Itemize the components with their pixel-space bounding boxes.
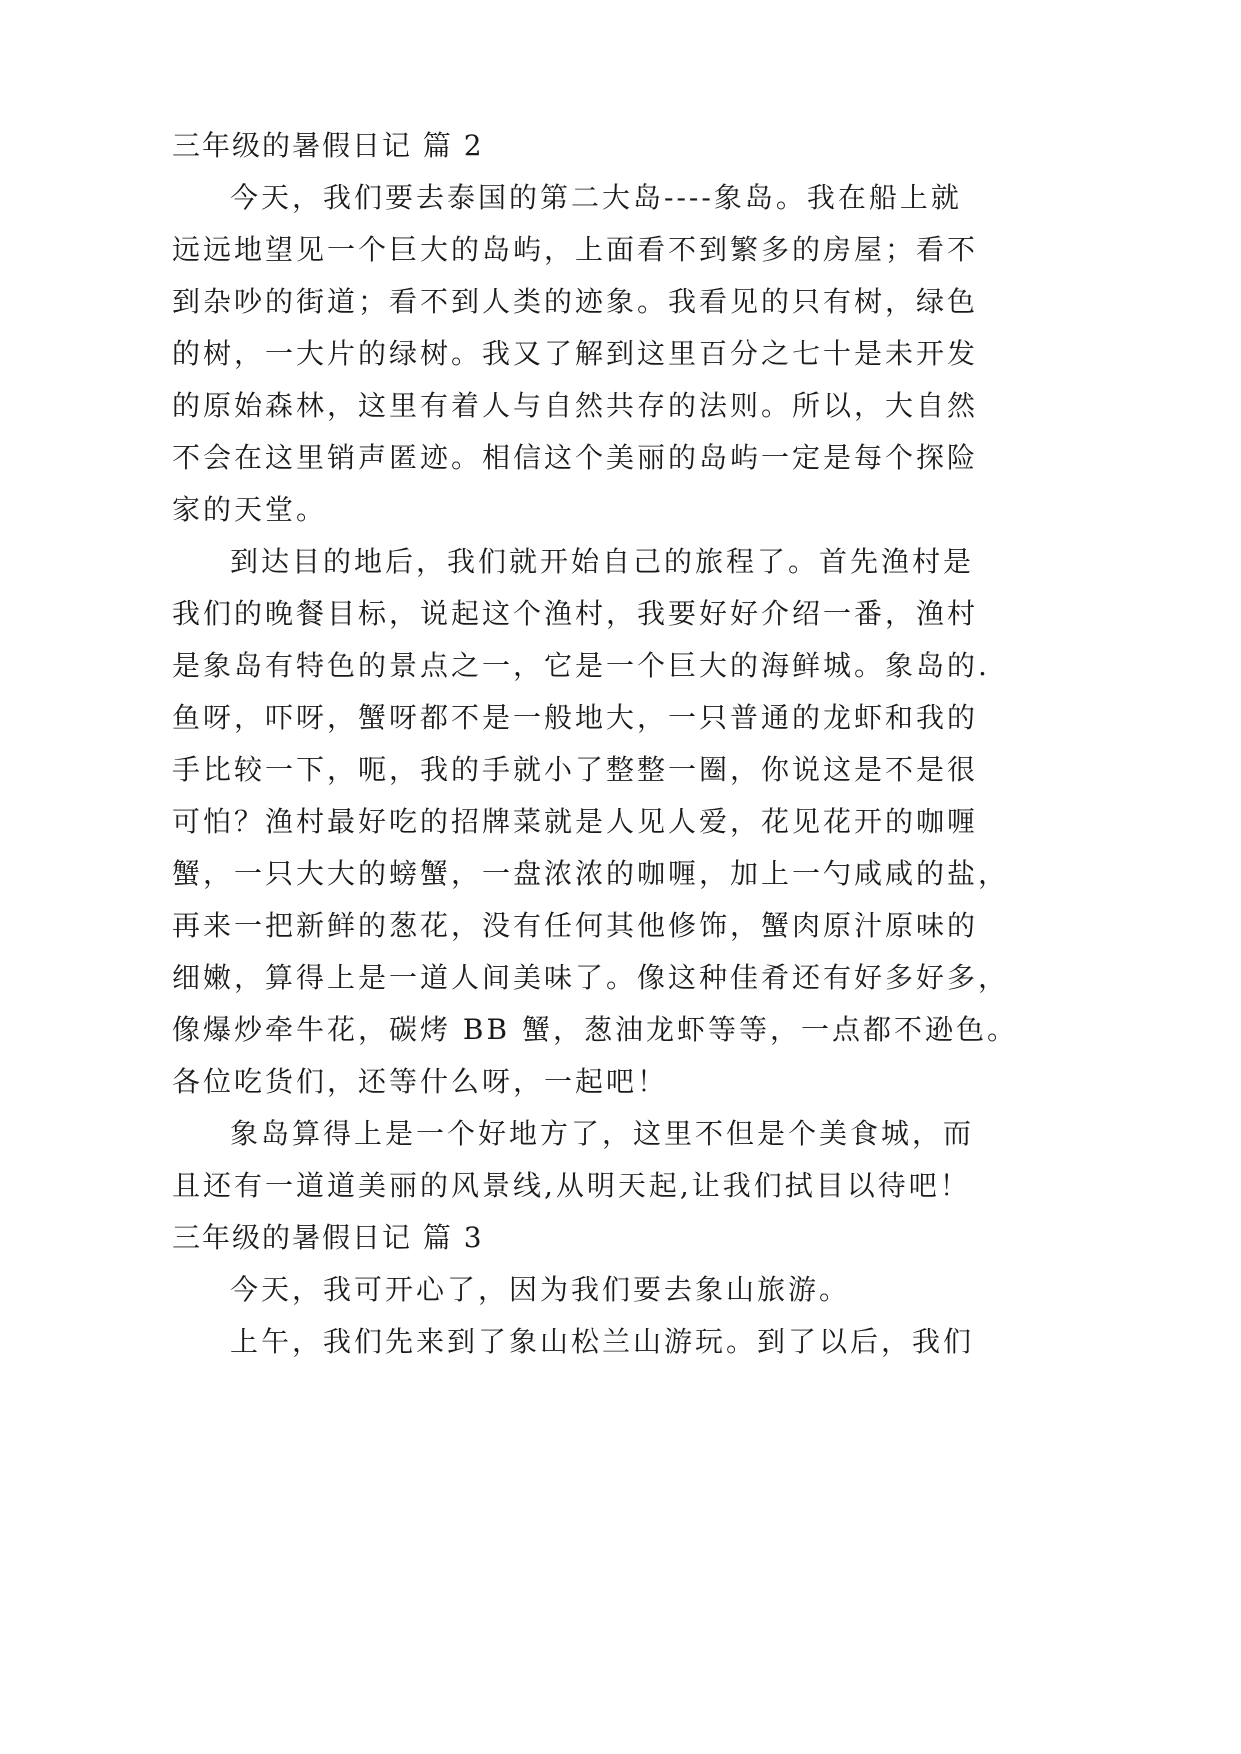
text-line: 今天，我们要去泰国的第二大岛----象岛。我在船上就 (230, 181, 962, 214)
text-line: 远远地望见一个巨大的岛屿，上面看不到繁多的房屋；看不 (172, 233, 979, 266)
text-line: 可怕？渔村最好吃的招牌菜就是人见人爱，花见花开的咖喱 (172, 805, 979, 838)
text-line: 且还有一道道美丽的风景线,从明天起,让我们拭目以待吧！ (172, 1169, 971, 1202)
text-line: 象岛算得上是一个好地方了，这里不但是个美食城，而 (230, 1117, 975, 1150)
text-line: 像爆炒牵牛花，碳烤 BB 蟹，葱油龙虾等等，一点都不逊色。 (172, 1013, 1018, 1046)
text-line: 到杂吵的街道；看不到人类的迹象。我看见的只有树，绿色 (172, 285, 979, 318)
text-line: 是象岛有特色的景点之一，它是一个巨大的海鲜城。象岛的. (172, 649, 990, 682)
text-line: 各位吃货们，还等什么呀，一起吧！ (172, 1065, 669, 1098)
text-line: 蟹，一只大大的螃蟹，一盘浓浓的咖喱，加上一勺咸咸的盐， (172, 857, 1010, 890)
text-line: 手比较一下，呃，我的手就小了整整一圈，你说这是不是很 (172, 753, 979, 786)
text-line: 再来一把新鲜的葱花，没有任何其他修饰，蟹肉原汁原味的 (172, 909, 979, 942)
text-line: 细嫩，算得上是一道人间美味了。像这种佳肴还有好多好多， (172, 961, 1010, 994)
text-line: 的树，一大片的绿树。我又了解到这里百分之七十是未开发 (172, 337, 979, 370)
text-line: 的原始森林，这里有着人与自然共存的法则。所以，大自然 (172, 389, 979, 422)
section-heading: 三年级的暑假日记 篇 2 (172, 129, 484, 162)
section-heading: 三年级的暑假日记 篇 3 (172, 1221, 484, 1254)
text-line: 家的天堂。 (172, 493, 328, 526)
text-line: 上午，我们先来到了象山松兰山游玩。到了以后，我们 (230, 1325, 975, 1358)
text-line: 鱼呀，吓呀，蟹呀都不是一般地大，一只普通的龙虾和我的 (172, 701, 979, 734)
text-line: 到达目的地后，我们就开始自己的旅程了。首先渔村是 (230, 545, 975, 578)
text-line: 今天，我可开心了，因为我们要去象山旅游。 (230, 1273, 851, 1306)
text-line: 我们的晚餐目标，说起这个渔村，我要好好介绍一番，渔村 (172, 597, 979, 630)
text-line: 不会在这里销声匿迹。相信这个美丽的岛屿一定是每个探险 (172, 441, 979, 474)
